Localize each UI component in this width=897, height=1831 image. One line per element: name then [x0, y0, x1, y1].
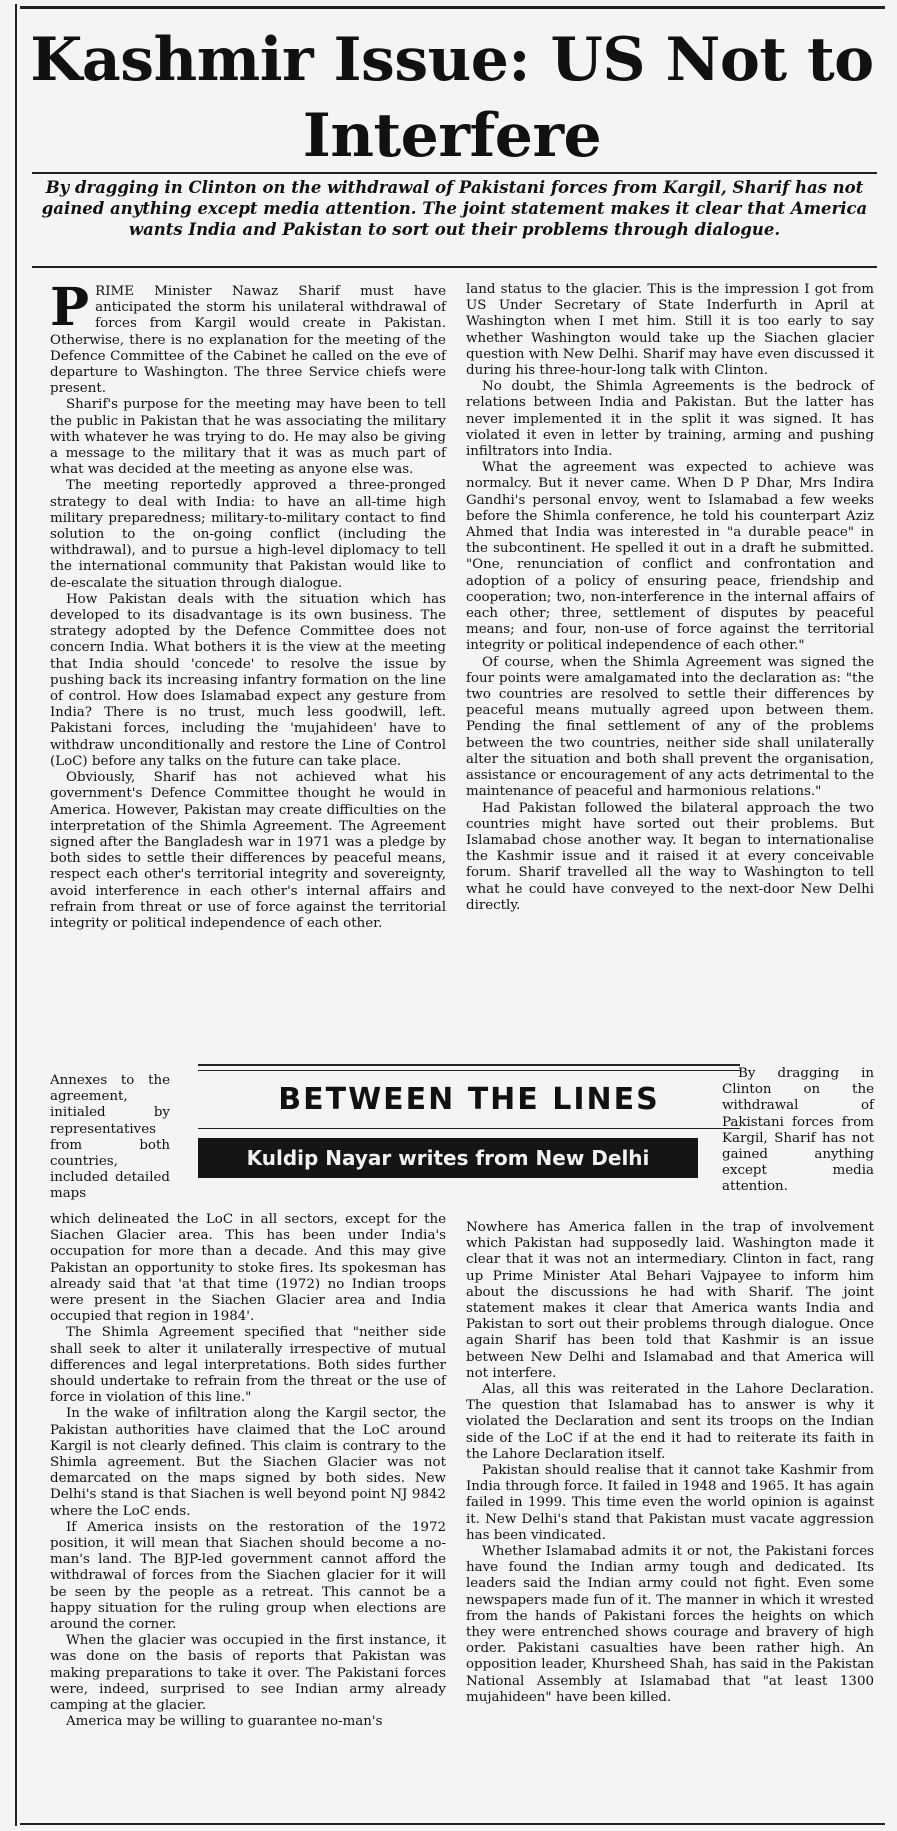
column-1-upper	[50, 277, 446, 932]
top-rule	[20, 6, 885, 9]
paragraph: How Pakistan deals with the situation which has developed to its disadvantage is its own business. The strategy adopted by the Defence Committee does not concern India. What bothers it is the view at the meeting that India should 'concede' to resolve the issue by pushing back its increasing infantry formation on the line of control. How does Islamabad expect any gesture from India? There is no trust, much less goodwill, left. Pakistani forces, including the 'mujahideen' have to withdraw unconditionally and restore the Line of Control (LoC) before any talks on the future can take place.	[50, 591, 446, 769]
column-1-wrap	[50, 1073, 170, 1203]
bottom-rule	[20, 1823, 885, 1825]
paragraph: land status to the glacier. This is the impression I got from US Under Secretary of State Inderfurth in April at Washington when I met him. Still it is too early to say whether Washington would take up the Siachen glacier question with New Delhi. Sharif may have even discussed it during his three-hour-long talk with Clinton.	[466, 282, 874, 379]
paragraph: By dragging in Clinton on the withdrawal of Pakistani forces from Kargil, Sharif has not gained anything except media attention.	[722, 1066, 874, 1195]
paragraph	[50, 277, 446, 397]
column-1-lower	[50, 1212, 446, 1731]
paragraph: The Shimla Agreement specified that "neither side shall seek to alter it unilaterally irrespective of mutual differences and legal interpretations. Both sides further should undertake to refrain from the threat or the use of force in violation of this line."	[50, 1325, 446, 1406]
paragraph: No doubt, the Shimla Agreements is the bedrock of relations between India and Pakistan. But the latter has never implemented it in the split it was signed. It has violated it even in letter by training, arming and pushing infiltrators into India.	[466, 379, 874, 460]
paragraph: Alas, all this was reiterated in the Lahore Declaration. The question that Islamabad has to answer is why it violated the Declaration and sent its troops on the Indian side of the LoC if at the end it had to reiterate its faith in the Lahore Declaration itself.	[466, 1382, 874, 1462]
paragraph: In the wake of infiltration along the Kargil sector, the Pakistan authorities have claimed that the LoC around Kargil is not clearly defined. This claim is contrary to the Shimla agreement. But the Siachen Glacier was not demarcated on the maps signed by both sides. New Delhi's stand is that Siachen is well beyond point NJ 9842 where the LoC ends.	[50, 1406, 446, 1519]
paragraph-text: RIME Minister Nawaz Sharif must have anticipated the storm his unilateral withdrawal of forces from Kargil would create in Pakistan. Otherwise, there is no explanation for the meeting of the Defence Committee of the Cabinet he called on the eve of departure to Washington. The three Service chiefs were present.	[50, 284, 446, 397]
column-2-lower	[466, 1220, 874, 1706]
paragraph: Annexes to the agreement, initialed by representatives from both countries, included detailed maps	[50, 1073, 170, 1202]
paragraph: Pakistan should realise that it cannot take Kashmir from India through force. It failed in 1948 and 1965. It has again failed in 1999. This time even the world opinion is against it. New Delhi's stand that Pakistan must vacate aggression has been vindicated.	[466, 1463, 874, 1543]
deck-rule-bottom	[32, 266, 877, 268]
paragraph: Of course, when the Shimla Agreement was signed the four points were amalgamated into the declaration as: "the two countries are resolved to settle their differences by peaceful means mutually agreed upon between them. Pending the final settlement of any of the problems between the two countries, neither side shall unilaterally alter the situation and both shall prevent the organisation, assistance or encouragement of any acts detrimental to the maintenance of peaceful and harmonious relations."	[466, 654, 874, 800]
paragraph: If America insists on the restoration of the 1972 position, it will mean that Siachen should become a no-man's land. The BJP-led government cannot afford the withdrawal of forces from the Siachen glacier for it will be seen by the people as a retreat. This cannot be a happy situation for the ruling group when elections are around the corner.	[50, 1519, 446, 1633]
paragraph: Had Pakistan followed the bilateral approach the two countries might have sorted out their problems. But Islamabad chose another way. It began to internationalise the Kashmir issue and it raised it at every conceivable forum. Sharif travelled all the way to Washington to tell what he could have conveyed to the next-door New Delhi directly.	[466, 800, 874, 913]
deck-rule-top	[32, 172, 877, 174]
box-rule-top	[198, 1064, 740, 1066]
box-rule-top-thin	[198, 1070, 740, 1071]
paragraph: When the glacier was occupied in the first instance, it was done on the basis of reports that Pakistan was making preparations to take it over. The Pakistani forces were, indeed, surprised to see Indian army already camping at the glacier.	[50, 1633, 446, 1714]
paragraph: which delineated the LoC in all sectors, except for the Siachen Glacier area. This has been under India's occupation for more than a decade. And this may give Pakistan an opportunity to stoke fires. Its spokesman has already said that 'at that time (1972) no Indian troops were present in the Siachen Glacier area and India occupied that region in 1984'.	[50, 1212, 446, 1325]
paragraph: Whether Islamabad admits it or not, the Pakistani forces have found the Indian army tough and dedicated. Its leaders said the Indian army could not fight. Even some newspapers made fun of it. The manner in which it wrested from the hands of Pakistani forces the heights on which they were entrenched shows courage and bravery of high order. Pakistani casualties have been rather high. An opposition leader, Khursheed Shah, has said in the Pakistan National Assembly at Islamabad that "at least 1300 mujahideen" have been killed.	[466, 1544, 874, 1705]
deck: By dragging in Clinton on the withdrawal of Pakistani forces from Kargil, Sharif has not gained anything except media attention. The joint statement makes it clear that America wants India and Pakistan to sort out their problems through dialogue.	[41, 178, 868, 239]
headline: Kashmir Issue: US Not to Interfere	[30, 25, 874, 171]
paragraph: The meeting reportedly approved a three-pronged strategy to deal with India: to have an all-time high military preparedness; military-to-military contact to find solution to the on-going conflict (including the withdrawal), and to pursue a high-level diplomacy to tell the international community that Pakistan would like to de-escalate the situation through dialogue.	[50, 478, 446, 591]
paragraph: Obviously, Sharif has not achieved what his government's Defence Committee thought he would in America. However, Pakistan may create difficulties on the interpretation of the Shimla Agreement. The Agreement signed after the Bangladesh war in 1971 was a pledge by both sides to settle their differences by peaceful means, respect each other's territorial integrity and sovereignty, avoid interference in each other's internal affairs and refrain from threat or use of force against the territorial integrity or political independence of each other.	[50, 770, 446, 931]
column-2-wrap	[722, 1066, 874, 1196]
paragraph: What the agreement was expected to achieve was normalcy. But it never came. When D P Dhar, Mrs Indira Gandhi's personal envoy, went to Islamabad a few weeks before the Shimla conference, he told his counterpart Aziz Ahmed that India was interested in "a durable peace" in the subcontinent. He spelled it out in a draft he submitted. "One, renunciation of conflict and confrontation and adoption of a policy of ensuring peace, friendship and cooperation; two, non-interference in the internal affairs of each other; three, settlement of disputes by peaceful means; and four, non-use of force against the territorial integrity or political independence of each other."	[466, 460, 874, 654]
paragraph: Sharif's purpose for the meeting may have been to tell the public in Pakistan that he was associating the military with whatever he was trying to do. He may also be giving a message to the military that it was as much part of what was decided at the meeting as anyone else was.	[50, 397, 446, 478]
paragraph: Nowhere has America fallen in the trap of involvement which Pakistan had supposedly laid. Washington made it clear that it was not an intermediary. Clinton in fact, rang up Prime Minister Atal Behari Vajpayee to inform him about the discussions he had with Sharif. The joint statement makes it clear that America wants India and Pakistan to sort out their problems through dialogue. Once again Sharif has been told that Kashmir is an issue between New Delhi and Islamabad and that America will not interfere.	[466, 1220, 874, 1381]
column-title: BETWEEN THE LINES	[278, 1082, 660, 1117]
box-rule-bottom	[198, 1128, 740, 1129]
column-2-upper	[466, 282, 874, 914]
paragraph: America may be willing to guarantee no-man's	[66, 1714, 383, 1730]
byline: Kuldip Nayar writes from New Delhi	[198, 1138, 698, 1178]
dropcap: P	[50, 277, 90, 338]
